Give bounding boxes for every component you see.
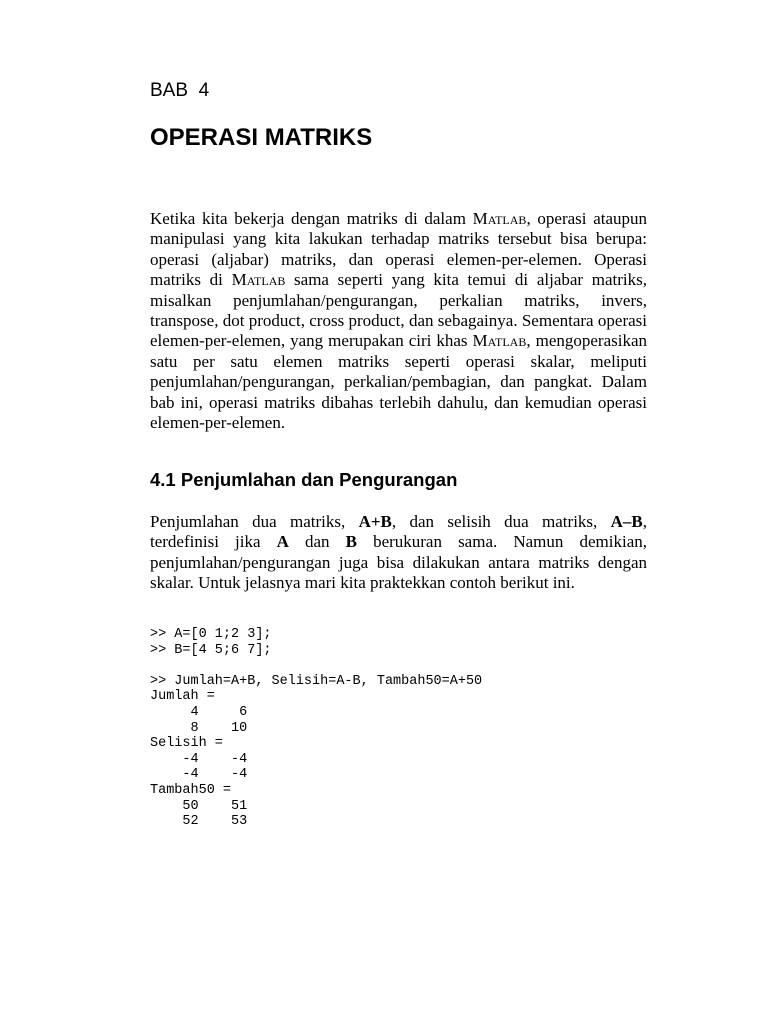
intro-paragraph (150, 209, 647, 433)
code-listing: >> A=[0 1;2 3]; >> B=[4 5;6 7]; >> Jumlah=A+B, Selisih=A-B, Tambah50=A+50 Jumlah = 4 6 8 10 Selisih = -4 -4 -4 -4 Tambah50 = 50 51 52 53 (150, 627, 483, 830)
difference-expression: A–B (610, 512, 643, 531)
app-name: Matlab (472, 209, 527, 228)
intro-text-2: , operasi ataupun manipulasi yang kita lakukan terhadap matriks tersebut bisa berupa: operasi (aljabar) matriks, dan operasi elemen-per-elemen. Operasi matriks di (150, 209, 648, 290)
matrix-a-symbol: A (276, 532, 289, 552)
intro-text-1: Ketika kita bekerja dengan matriks di dalam (150, 209, 473, 228)
intro-text-4: , mengoperasikan satu per satu elemen matriks seperti operasi skalar, meliputi penjumlahan/pengurangan, perkalian/pembagian, dan pangkat. Dalam bab ini, operasi matriks dibahas terlebih dahulu, dan kemudian operasi elemen-per-elemen. (150, 331, 648, 433)
app-name: Matlab (231, 270, 286, 290)
section-text-4: dan (288, 532, 346, 552)
section-text-2: , dan selisih dua matriks, (391, 512, 611, 531)
section-paragraph (150, 512, 647, 594)
intro-text-3: sama seperti yang kita temui di aljabar matriks, misalkan penjumlahan/pengurangan, perkalian matriks, invers, transpose, dot product, cross product, dan sebagainya. Sementara operasi elemen-per-elemen, yang merupakan ciri khas (150, 270, 647, 351)
sum-expression: A+B (358, 512, 392, 531)
section-heading: 4.1 Penjumlahan dan Pengurangan (150, 469, 458, 490)
app-name: Matlab (472, 331, 527, 351)
section-text-5: berukuran sama. Namun demikian, penjumlahan/pengurangan juga bisa dilakukan antara matriks dengan skalar. Untuk jelasnya mari kita praktekkan contoh berikut ini. (150, 532, 647, 593)
section-text-3: , terdefinisi jika (150, 512, 647, 552)
matrix-b-symbol: B (345, 532, 357, 552)
chapter-title: OPERASI MATRIKS (150, 124, 373, 151)
chapter-label: BAB 4 (150, 80, 210, 101)
section-text-1: Penjumlahan dua matriks, (150, 512, 359, 531)
